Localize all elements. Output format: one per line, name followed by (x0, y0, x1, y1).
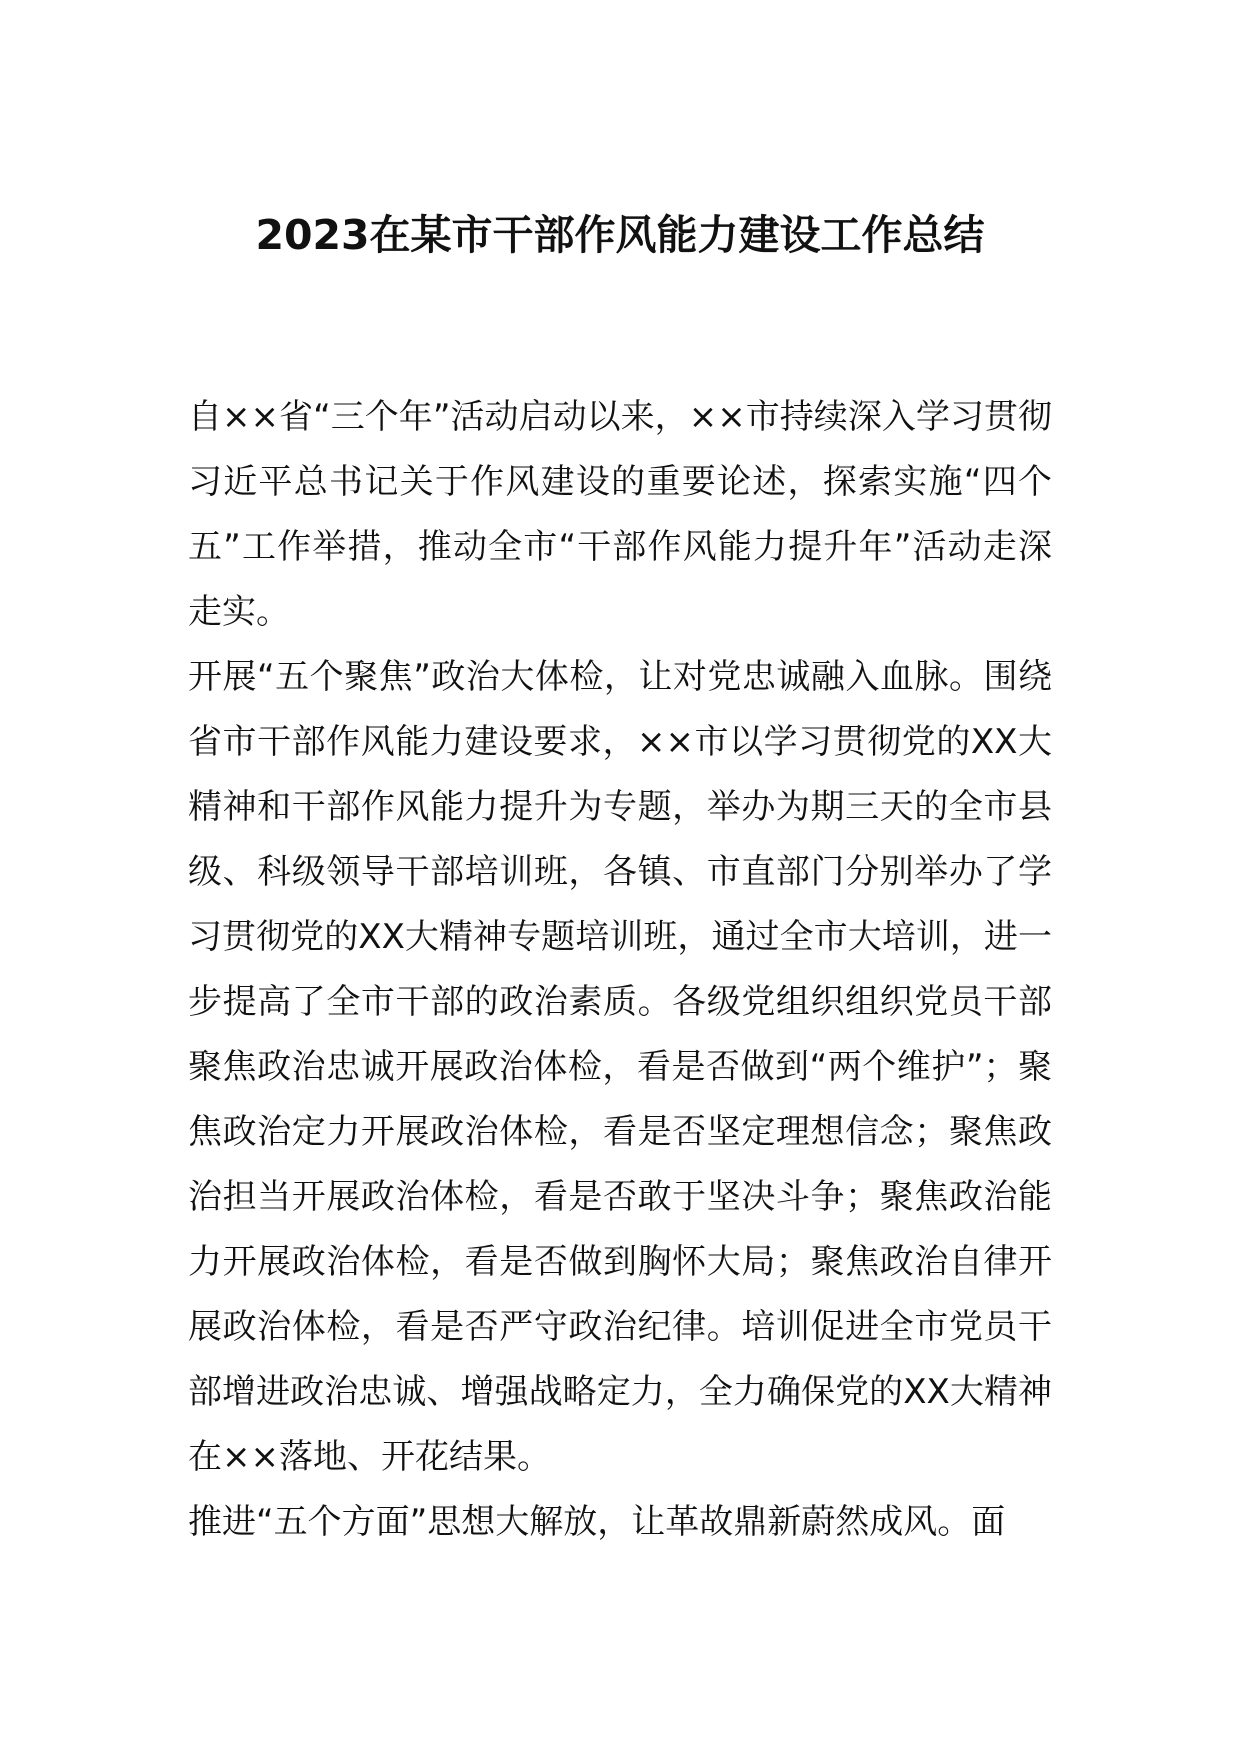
document-title: 2023在某市干部作风能力建设工作总结 (255, 211, 985, 259)
paragraph-intro: 自××省“三个年”活动启动以来，××市持续深入学习贯彻习近平总书记关于作风建设的重要论述，探索实施“四个五”工作举措，推动全市“干部作风能力提升年”活动走深走实。 (188, 397, 1052, 632)
document-body (188, 385, 1052, 1555)
paragraph-ideological-liberation: 推进“五个方面”思想大解放，让革故鼎新蔚然成风。面 (188, 1502, 1006, 1542)
paragraph-political-checkup: 开展“五个聚焦”政治大体检，让对党忠诚融入血脉。围绕省市干部作风能力建设要求，××市以学习贯彻党的XX大精神和干部作风能力提升为专题，举办为期三天的全市县级、科级领导干部培训班，各镇、市直部门分别举办了学习贯彻党的XX大精神专题培训班，通过全市大培训，进一步提高了全市干部的政治素质。各级党组织组织党员干部聚焦政治忠诚开展政治体检，看是否做到“两个维护”；聚焦政治定力开展政治体检，看是否坚定理想信念；聚焦政治担当开展政治体检，看是否敢于坚决斗争；聚焦政治能力开展政治体检，看是否做到胸怀大局；聚焦政治自律开展政治体检，看是否严守政治纪律。培训促进全市党员干部增进政治忠诚、增强战略定力，全力确保党的XX大精神在××落地、开花结果。 (188, 657, 1052, 1477)
